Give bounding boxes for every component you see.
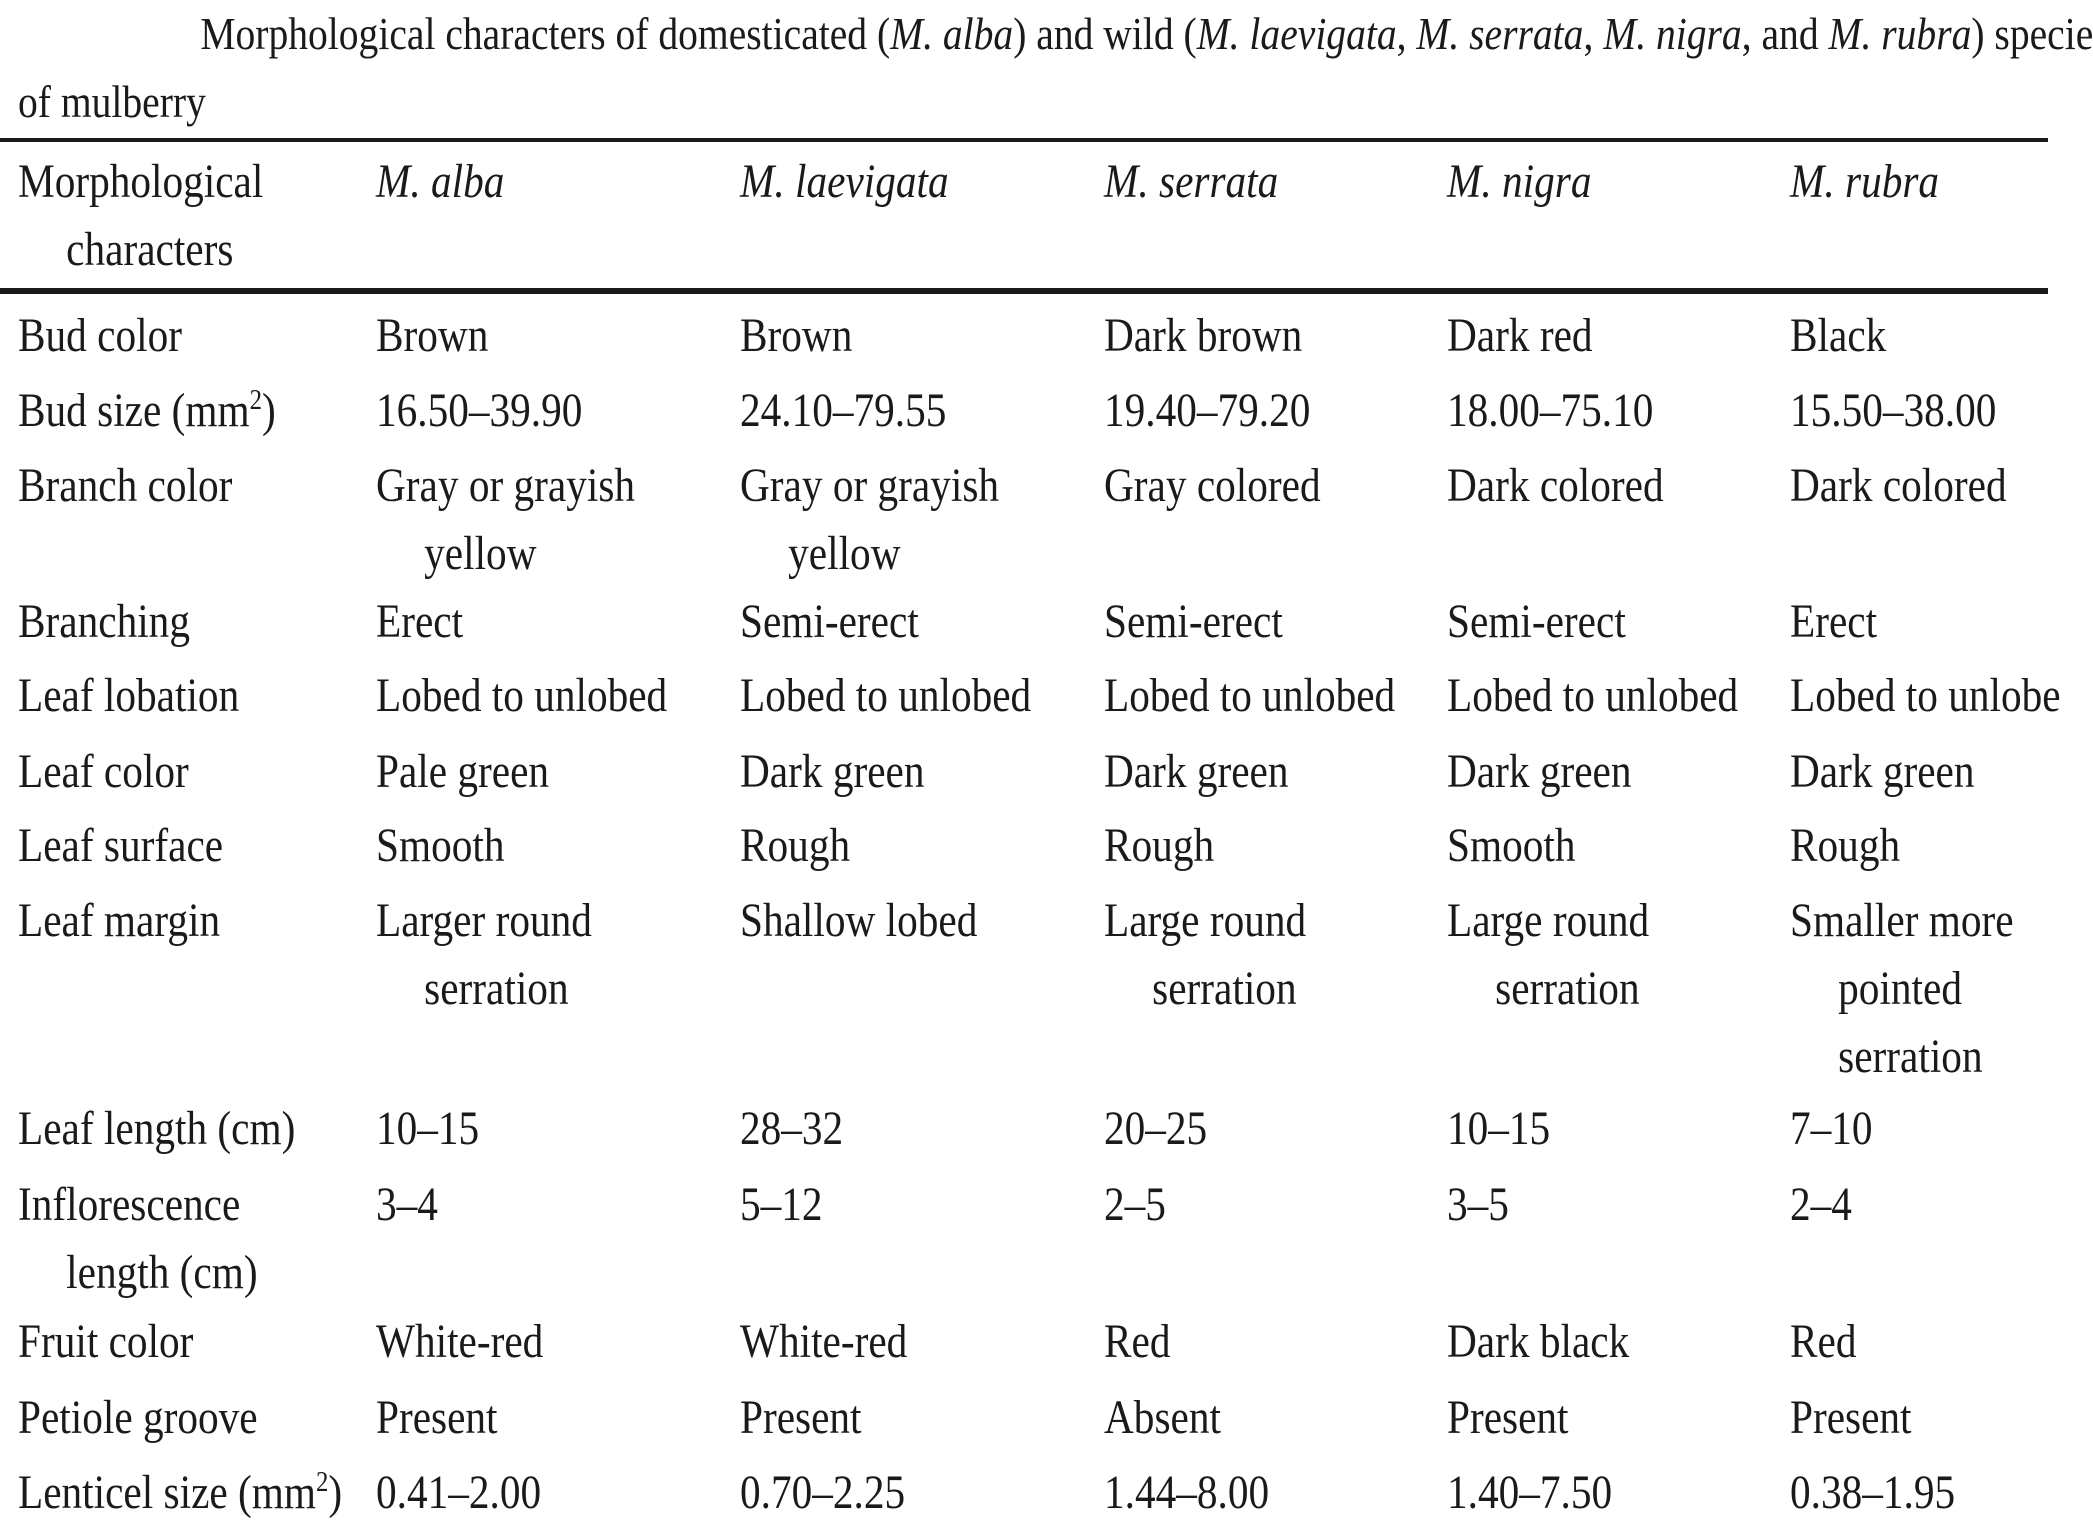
table-cell (1447, 588, 1626, 656)
cell-line: Shallow lobed (740, 894, 978, 947)
cell-line: White-red (376, 1315, 544, 1368)
cell-line: Smaller more (1790, 894, 2014, 947)
cell-line: Present (1790, 1391, 1912, 1444)
caption-text: , (1396, 8, 1417, 59)
row-label (18, 452, 232, 520)
table-cell (376, 1384, 498, 1452)
cell-line: M. serrata (1104, 155, 1279, 208)
cell-line: Semi-erect (1447, 595, 1626, 648)
cell-line: 28–32 (740, 1102, 844, 1155)
cell-line: 3–4 (376, 1178, 438, 1231)
table-cell (1790, 887, 2014, 1091)
cell-line: Red (1104, 1315, 1171, 1368)
cell-line: pointed (1838, 962, 1962, 1015)
table-cell (1447, 812, 1575, 880)
table-cell (1790, 1384, 1912, 1452)
table-cell (1790, 1171, 1852, 1239)
cell-line: Branch color (18, 459, 233, 512)
cell-line: Brown (740, 309, 853, 362)
caption-line-1 (18, 0, 2093, 68)
cell-line: Lobed to unlobe (1790, 669, 2061, 722)
cell-line: Erect (376, 595, 464, 648)
cell-line: M. laevigata (740, 155, 949, 208)
table-cell (1104, 1459, 1269, 1527)
cell-line: Smooth (376, 819, 505, 872)
cell-line: M. nigra (1447, 155, 1592, 208)
table-cell (1790, 738, 1975, 806)
table-cell (1790, 1308, 1857, 1376)
cell-line: Larger round (376, 894, 592, 947)
table-cell (1104, 452, 1321, 520)
cell-line: Dark green (1790, 745, 1975, 798)
table-top-rule (0, 138, 2048, 142)
cell-line: Bud color (18, 309, 182, 362)
table-cell (1104, 738, 1289, 806)
caption-species-name: M. rubra (1828, 8, 1972, 59)
table-cell (1104, 302, 1302, 370)
cell-line: Black (1790, 309, 1887, 362)
cell-line: 0.38–1.95 (1790, 1466, 1956, 1519)
cell-line: 24.10–79.55 (740, 384, 947, 437)
caption-species-name: M. laevigata (1196, 8, 1397, 59)
cell-line: Gray colored (1104, 459, 1321, 512)
table-cell (1447, 1384, 1569, 1452)
table-cell (740, 452, 999, 588)
cell-line: Present (1447, 1391, 1569, 1444)
cell-line: Red (1790, 1315, 1857, 1368)
cell-line: Lenticel size $(mm^2)$ (18, 1466, 343, 1519)
table-cell (376, 377, 582, 445)
table-cell (1447, 1459, 1612, 1527)
row-label (18, 1384, 258, 1452)
cell-line: 15.50–38.00 (1790, 384, 1997, 437)
table-cell (740, 1171, 823, 1239)
table-cell (1447, 452, 1664, 520)
row-label (18, 1095, 295, 1163)
row-label (18, 1308, 193, 1376)
cell-line: Leaf lobation (18, 669, 240, 722)
cell-line: Semi-erect (740, 595, 919, 648)
cell-line: Leaf surface (18, 819, 224, 872)
table-cell (1104, 1308, 1171, 1376)
cell-line: Dark red (1447, 309, 1593, 362)
table-cell (1790, 377, 1996, 445)
cell-line: Fruit color (18, 1315, 194, 1368)
row-label (18, 1459, 342, 1527)
row-label (18, 1171, 258, 1307)
cell-line: Lobed to unlobed (376, 669, 668, 722)
table-cell (376, 302, 488, 370)
cell-line: characters (66, 223, 234, 276)
table-cell (1447, 1308, 1629, 1376)
table-cell (1790, 662, 2061, 730)
table-cell (740, 377, 946, 445)
cell-line: Rough (1790, 819, 1901, 872)
caption-text: ) and wild ( (1013, 8, 1197, 59)
table-cell (376, 588, 463, 656)
cell-line: Lobed to unlobed (1447, 669, 1739, 722)
caption-species-name: M. nigra (1603, 8, 1742, 59)
table-cell (1790, 452, 2007, 520)
table-cell (740, 1459, 905, 1527)
table-cell (1104, 588, 1283, 656)
cell-line: Pale green (376, 745, 550, 798)
table-cell (1104, 1095, 1207, 1163)
table-cell (740, 662, 1031, 730)
cell-line: 7–10 (1790, 1102, 1873, 1155)
table-cell (740, 812, 850, 880)
cell-line: Dark black (1447, 1315, 1630, 1368)
cell-line: Inflorescence (18, 1178, 241, 1231)
cell-line: White-red (740, 1315, 908, 1368)
table-cell (1790, 1459, 1955, 1527)
table-cell (376, 452, 635, 588)
table-cell (1790, 302, 1886, 370)
table-header-rule (0, 288, 2048, 294)
cell-line: 20–25 (1104, 1102, 1208, 1155)
cell-line: Dark green (740, 745, 925, 798)
row-label (18, 588, 190, 656)
cell-line: Semi-erect (1104, 595, 1283, 648)
row-label (18, 887, 220, 955)
table-cell (1447, 1095, 1550, 1163)
caption-line-2: of mulberry (18, 76, 206, 127)
cell-line: Dark green (1104, 745, 1289, 798)
cell-line: 1.40–7.50 (1447, 1466, 1613, 1519)
caption-text: , (1583, 8, 1604, 59)
cell-line: Present (740, 1391, 862, 1444)
table-cell (1104, 812, 1214, 880)
cell-line: 2–4 (1790, 1178, 1852, 1231)
cell-line: Gray or grayish (376, 459, 636, 512)
cell-line: Morphological (18, 155, 264, 208)
cell-line: serration (424, 962, 569, 1015)
cell-line: Leaf color (18, 745, 189, 798)
cell-line: Large round (1447, 894, 1650, 947)
table-cell (1447, 887, 1649, 1023)
caption-text: , and (1741, 8, 1829, 59)
row-label (18, 738, 189, 806)
cell-line: length (cm) (66, 1246, 258, 1299)
table-cell (1447, 302, 1593, 370)
table-cell (1447, 738, 1632, 806)
table-cell (740, 1384, 862, 1452)
table-cell (1104, 887, 1306, 1023)
cell-line: 0.70–2.25 (740, 1466, 906, 1519)
table-cell (1447, 1171, 1509, 1239)
table-cell (740, 738, 925, 806)
cell-line: Leaf length (cm) (18, 1102, 296, 1155)
table-cell (376, 662, 667, 730)
table-cell (740, 588, 919, 656)
header-characters (18, 148, 263, 284)
cell-line: yellow (424, 527, 537, 580)
header-species (1790, 148, 1939, 216)
cell-line: 3–5 (1447, 1178, 1509, 1231)
cell-line: serration (1838, 1030, 1983, 1083)
table-cell (376, 1459, 541, 1527)
cell-line: Erect (1790, 595, 1878, 648)
cell-line: Dark colored (1790, 459, 2007, 512)
table-cell (1104, 1171, 1166, 1239)
caption-species-name: M. serrata (1416, 8, 1584, 59)
table-cell (376, 1308, 543, 1376)
row-label (18, 662, 239, 730)
cell-line: 1.44–8.00 (1104, 1466, 1270, 1519)
caption-species-name: M. alba (890, 8, 1014, 59)
table-caption (18, 0, 2093, 136)
header-species (1104, 148, 1278, 216)
caption-text: ) specie (1971, 8, 2093, 59)
caption-text: Morphological characters of domesticated ( (200, 8, 891, 59)
table-cell (1447, 662, 1738, 730)
table-cell (740, 887, 977, 955)
cell-line: Brown (376, 309, 489, 362)
cell-line: yellow (788, 527, 901, 580)
table-cell (376, 738, 549, 806)
cell-line: 19.40–79.20 (1104, 384, 1311, 437)
cell-line: Leaf margin (18, 894, 221, 947)
table-cell (1790, 812, 1900, 880)
table-cell (376, 1171, 438, 1239)
cell-line: Branching (18, 595, 190, 648)
table-cell (376, 812, 504, 880)
cell-line: 10–15 (376, 1102, 480, 1155)
cell-line: Lobed to unlobed (740, 669, 1032, 722)
cell-line: Absent (1104, 1391, 1221, 1444)
row-label (18, 812, 223, 880)
cell-line: M. alba (376, 155, 505, 208)
cell-line: Bud size $(mm^2)$ (18, 384, 276, 437)
table-cell (740, 1095, 843, 1163)
cell-line: 18.00–75.10 (1447, 384, 1654, 437)
table-cell (1104, 377, 1310, 445)
cell-line: 0.41–2.00 (376, 1466, 542, 1519)
table-cell (376, 1095, 479, 1163)
cell-line: serration (1152, 962, 1297, 1015)
cell-line: Rough (740, 819, 851, 872)
cell-line: Dark green (1447, 745, 1632, 798)
table-cell (1790, 1095, 1873, 1163)
header-species (376, 148, 504, 216)
cell-line: Petiole groove (18, 1391, 258, 1444)
cell-line: 2–5 (1104, 1178, 1166, 1231)
cell-line: Large round (1104, 894, 1307, 947)
cell-line: Dark colored (1447, 459, 1664, 512)
table-cell (1104, 662, 1395, 730)
cell-line: M. rubra (1790, 155, 1940, 208)
header-species (740, 148, 949, 216)
table-cell (1790, 588, 1877, 656)
cell-line: serration (1495, 962, 1640, 1015)
cell-line: Smooth (1447, 819, 1576, 872)
table-cell (376, 887, 592, 1023)
cell-line: Present (376, 1391, 498, 1444)
table-cell (740, 302, 852, 370)
cell-line: 5–12 (740, 1178, 823, 1231)
row-label (18, 377, 276, 445)
table-cell (1104, 1384, 1221, 1452)
cell-line: Gray or grayish (740, 459, 1000, 512)
header-species (1447, 148, 1591, 216)
cell-line: Rough (1104, 819, 1215, 872)
table-cell (1447, 377, 1653, 445)
cell-line: 10–15 (1447, 1102, 1551, 1155)
cell-line: Dark brown (1104, 309, 1303, 362)
cell-line: 16.50–39.90 (376, 384, 583, 437)
cell-line: Lobed to unlobed (1104, 669, 1396, 722)
row-label (18, 302, 182, 370)
table-cell (740, 1308, 907, 1376)
